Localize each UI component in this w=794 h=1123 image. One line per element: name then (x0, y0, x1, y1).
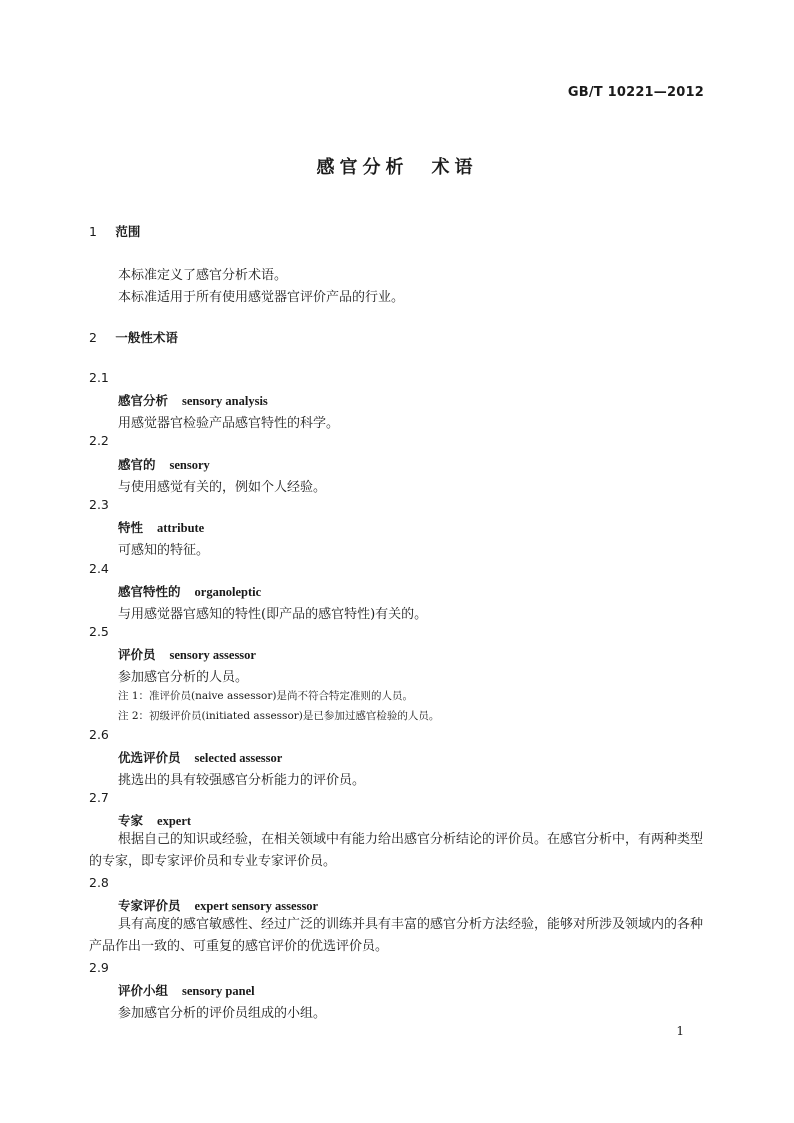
section-number: 1 (89, 224, 97, 239)
term-chinese: 评价员 (118, 647, 156, 662)
clause-number: 2.5 (89, 624, 109, 639)
term-entry (118, 391, 268, 409)
term-entry (118, 896, 318, 914)
section-heading-general-terms (89, 328, 178, 346)
term-definition: 可感知的特征。 (118, 543, 210, 558)
clause-number: 2.7 (89, 790, 109, 805)
term-definition: 与用感觉器官感知的特性(即产品的感官特性)有关的。 (118, 607, 428, 622)
term-definition: 挑选出的具有较强感官分析能力的评价员。 (118, 773, 366, 788)
term-english: sensory assessor (169, 648, 256, 662)
clause-number: 2.4 (89, 561, 109, 576)
term-note: 注 1：准评价员(naive assessor)是尚不符合特定准则的人员。 (118, 690, 413, 702)
clause-number: 2.9 (89, 960, 109, 975)
term-entry (118, 981, 255, 999)
term-definition: 用感觉器官检验产品感官特性的科学。 (118, 416, 340, 431)
term-entry (118, 811, 191, 829)
section-title: 一般性术语 (115, 330, 178, 345)
term-entry (118, 748, 282, 766)
term-definition: 与使用感觉有关的，例如个人经验。 (118, 480, 327, 495)
term-chinese: 感官分析 (118, 393, 169, 408)
term-english: attribute (157, 521, 205, 535)
standard-number: GB/T 10221—2012 (567, 85, 704, 100)
term-chinese: 优选评价员 (118, 750, 181, 765)
section-title: 范围 (115, 224, 141, 239)
term-english: selected assessor (194, 751, 283, 765)
document-title: 感官分析 术语 (316, 157, 478, 178)
term-definition: 具有高度的感官敏感性、经过广泛的训练并具有丰富的感官分析方法经验，能够对所涉及领域内的各种产品作出一致的、可重复的感官评价的优选评价员。 (89, 917, 704, 954)
scope-paragraph: 本标准适用于所有使用感觉器官评价产品的行业。 (118, 290, 405, 305)
term-definition: 参加感官分析的人员。 (118, 670, 249, 685)
term-chinese: 专家 (118, 813, 144, 828)
term-note: 注 2：初级评价员(initiated assessor)是已参加过感官检验的人员。 (118, 710, 440, 722)
clause-number: 2.6 (89, 727, 109, 742)
term-english: sensory panel (182, 984, 255, 998)
clause-number: 2.3 (89, 497, 109, 512)
term-chinese: 感官特性的 (118, 584, 181, 599)
term-english: sensory analysis (182, 394, 268, 408)
scope-paragraph: 本标准定义了感官分析术语。 (118, 268, 288, 283)
term-entry (118, 582, 261, 600)
clause-number: 2.8 (89, 875, 109, 890)
term-chinese: 评价小组 (118, 983, 169, 998)
term-entry (118, 645, 256, 663)
term-chinese: 专家评价员 (118, 898, 181, 913)
page-number: 1 (676, 1024, 684, 1038)
term-chinese: 特性 (118, 520, 144, 535)
section-number: 2 (89, 330, 97, 345)
term-definition: 参加感官分析的评价员组成的小组。 (118, 1006, 327, 1021)
term-entry (118, 455, 210, 473)
term-english: sensory (169, 458, 210, 472)
clause-number: 2.2 (89, 433, 109, 448)
section-heading-scope (89, 222, 140, 240)
term-english: expert sensory assessor (194, 899, 319, 913)
term-definition: 根据自己的知识或经验，在相关领域中有能力给出感官分析结论的评价员。在感官分析中，有两种类型的专家，即专家评价员和专业专家评价员。 (89, 832, 704, 869)
term-english: expert (157, 814, 192, 828)
clause-number: 2.1 (89, 370, 109, 385)
term-english: organoleptic (194, 585, 262, 599)
term-entry (118, 518, 204, 536)
term-chinese: 感官的 (118, 457, 156, 472)
